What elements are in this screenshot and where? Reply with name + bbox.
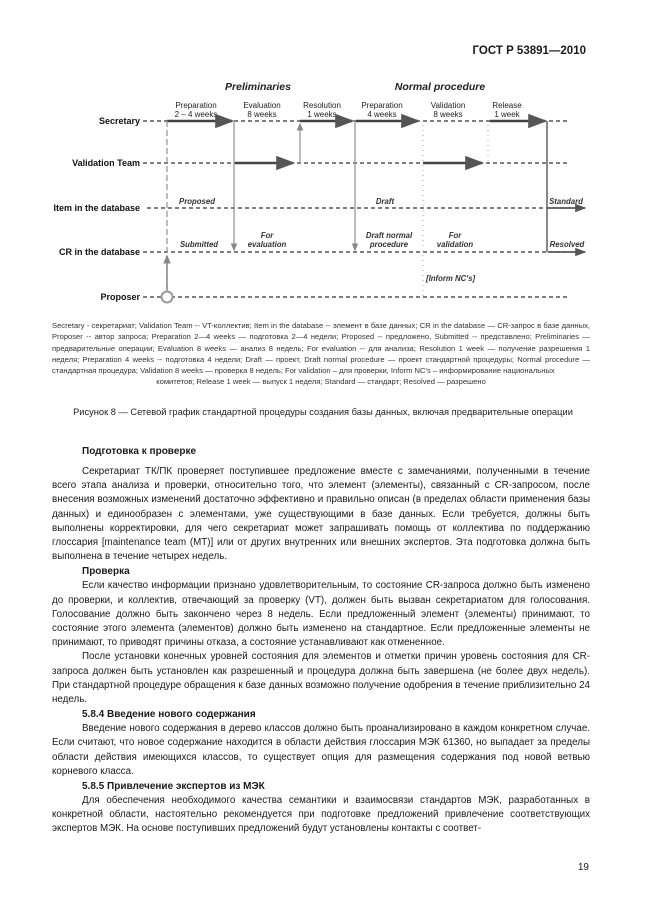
svg-text:Standard: Standard	[549, 197, 583, 206]
svg-text:Resolution: Resolution	[303, 101, 341, 110]
document-body	[52, 444, 590, 837]
svg-text:For: For	[260, 231, 274, 240]
svg-text:Validation: Validation	[430, 101, 466, 110]
step-labels	[175, 101, 523, 119]
svg-text:evaluation: evaluation	[247, 240, 287, 249]
inform-ncs-note: [Inform NC's]	[426, 274, 476, 283]
svg-text:Resolved: Resolved	[549, 240, 585, 249]
paragraph-check-1: Если качество информации признано удовлетворительным, то состояние CR-запроса должно быть изменено до проверки, и коллектив, отвечающий за проверку (VT), должен быть вызван секретариатом для голосования. Голосование должно быть закончено через 8 недель. Если предложенный элемент (элементы) принимают, то состояние этого элемента (элементов) должно быть изменено на стандартное. Если предложенные элементы не принимают, то приводят причины отказа, а состояние устанавливают как отмененное.	[52, 580, 590, 649]
svg-text:Submitted: Submitted	[179, 240, 219, 249]
svg-text:Evaluation: Evaluation	[243, 101, 281, 110]
lane-cr-in-database: CR in the database	[58, 247, 140, 257]
svg-text:8 weeks: 8 weeks	[433, 110, 463, 119]
lane-item-in-database: Item in the database	[53, 203, 140, 213]
document-code: ГОСТ Р 53891—2010	[472, 45, 586, 57]
network-diagram	[0, 70, 646, 315]
proposer-start-node	[162, 292, 173, 303]
cr-states	[180, 231, 585, 249]
lane-validation-team: Validation Team	[72, 158, 140, 168]
legend-text-last: комитетов; Release 1 week — выпуск 1 неделя; Standard — стандарт; Resolved — разрешено	[156, 377, 486, 387]
svg-text:Draft normal: Draft normal	[365, 231, 413, 240]
phase-normal-procedure: Normal procedure	[394, 81, 486, 93]
svg-text:procedure: procedure	[369, 240, 409, 249]
lane-proposer: Proposer	[100, 292, 140, 302]
page-number: 19	[577, 862, 589, 873]
paragraph-5-8-5: Для обеспечения необходимого качества семантики и взаимосвязи стандартов МЭК, разработанных в конкретной области, настоятельно рекомендуется при подготовке предложений привлечение соответствующих экспертов МЭК. На основе поступивших предложений будут установлены контакты с соответ-	[52, 795, 590, 835]
svg-text:1 weeks: 1 weeks	[307, 110, 337, 119]
svg-text:4 weeks: 4 weeks	[367, 110, 397, 119]
phase-preliminaries: Preliminaries	[225, 81, 291, 93]
paragraph-check-2: После установки конечных уровней состояния для элементов и отметки причин уровень состояния для CR-запроса должен быть установлен как разрешенный и процедура должна быть завершена (не более двух недель). При стандартной процедуре обращения к базе данных возможно получение одобрения в течение приблизительно 24 недель.	[52, 651, 590, 706]
paragraph-5-8-4: Введение нового содержания в дерево классов должно быть проанализировано в каждом конкретном случае. Если считают, что новое содержание находится в области действия глоссария МЭК 61360, но выпадает за пределы области действия имеющихся классов, то существует опция для размещения содержания под новой ветвью корневого класса.	[52, 723, 590, 777]
heading-5-8-4: 5.8.4 Введение нового содержания	[82, 709, 256, 721]
legend-text: Secretary - секретариат; Validation Team -- VT-коллектив; Item in the database -- элемент в базе данных; CR in the database — CR-запрос в базе данных, Proposer -- автор запроса; Preparation 2—4 weeks — подготовка 2—4 недели; Proposed -- предложено, Submitted -- представлено; Preliminaries — предварительные операции; Evaluation 8 weeks — анализ 8 недель; For evaluation -- для анализа; Resolution 1 week — получение разрешения 1 неделя; Preparation 4 weeks -- подготовка 4 недели; Draft — проект, Draft normal procedure — проект стандартной процедуры; Normal procedure — стандартная процедура; Validation 8 weeks — проверка 8 недель; For validation – для проверки, Inform NC's – информирование национальных	[52, 321, 590, 376]
svg-text:1 week: 1 week	[494, 110, 520, 119]
lane-secretary: Secretary	[98, 116, 140, 126]
svg-text:2 – 4 weeks: 2 – 4 weeks	[174, 110, 218, 119]
heading-5-8-5: 5.8.5 Привлечение экспертов из МЭК	[82, 781, 265, 793]
svg-text:Proposed: Proposed	[179, 197, 215, 206]
svg-text:8 weeks: 8 weeks	[247, 110, 277, 119]
figure-caption: Рисунок 8 — Сетевой график стандартной процедуры создания базы данных, включая предварительные операции	[73, 407, 573, 417]
svg-text:validation: validation	[436, 240, 474, 249]
svg-text:For: For	[448, 231, 462, 240]
item-states	[179, 197, 583, 206]
svg-text:Draft: Draft	[375, 197, 395, 206]
svg-text:Preparation: Preparation	[175, 101, 217, 110]
figure-legend	[52, 320, 590, 388]
heading-preparation: Подготовка к проверке	[82, 446, 197, 457]
diagram-svg	[0, 70, 646, 315]
svg-text:Preparation: Preparation	[361, 101, 403, 110]
svg-text:Release: Release	[492, 101, 522, 110]
paragraph-preparation: Секретариат ТК/ПК проверяет поступившее предложение вместе с замечаниями, полученными в течение всего этапа анализа и проверки, относительно того, что элемент (элементы), связанный с CR-запросом, после внесения возможных изменений достаточно эффективно и правильно описан (в пределах области применения базы данных) и единообразен с элементами, уже существующими в базе данных. Если требуется, должны быть выполнены корректировки, для чего секретариат может запрашивать помощь от коллектива по поддержанию глоссария [maintenance team (MT)] или от других внутренних или внешних экспертов. Эта подготовка должна быть выполнена в течение четырех недель.	[52, 466, 590, 563]
heading-check: Проверка	[82, 566, 130, 578]
